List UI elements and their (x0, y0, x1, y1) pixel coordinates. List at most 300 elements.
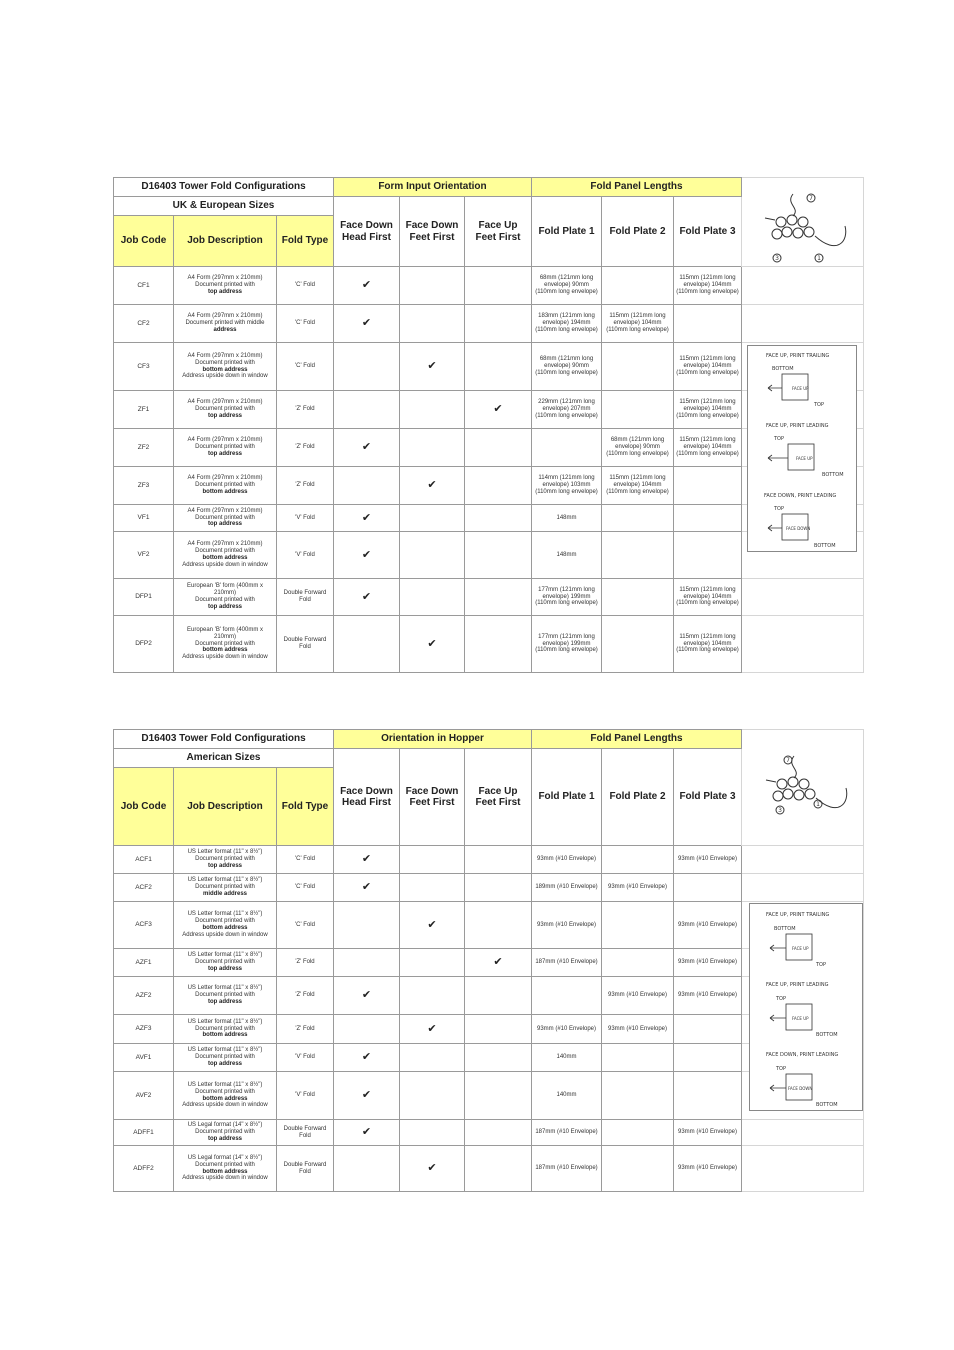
description-line: Document printed with (195, 514, 255, 521)
spacer-cell (742, 1120, 864, 1146)
description-line: Document printed with (195, 597, 255, 603)
orientation-check-cell (465, 902, 532, 949)
orientation-check-cell: ✔ (465, 949, 532, 977)
sheet-label: FACE UP (792, 946, 809, 951)
orientation-check-cell (400, 949, 465, 977)
legend-label: TOP (776, 1066, 787, 1072)
description-line: top address (207, 862, 242, 869)
job-description-cell (174, 1044, 277, 1072)
roller-icon (805, 789, 815, 799)
orientation-check-cell: ✔ (334, 1072, 400, 1120)
legend-label: TOP (774, 436, 785, 442)
description-line: Address upside down in window (182, 373, 268, 380)
fold-plate-1-cell (532, 977, 602, 1015)
roller-icon (783, 789, 793, 799)
job-code-cell: AVF1 (114, 1044, 174, 1072)
col-face-down-feet-first: Face Down Feet First (400, 749, 465, 846)
fold-plate-2-cell (602, 532, 674, 579)
orientation-check-cell (400, 874, 465, 902)
fold-plate-1-cell: 177mm (121mm long envelope) 199mm (110mm long envelope) (532, 579, 602, 616)
col-job-code: Job Code (114, 768, 174, 846)
roller-icon (798, 217, 808, 227)
table-row (114, 846, 864, 874)
description-line: Address upside down in window (182, 561, 268, 568)
fold-plate-1-cell: 93mm (#10 Envelope) (532, 846, 602, 874)
arrow-left-icon (770, 1015, 786, 1021)
description-line: US Letter format (11" x 8½") (187, 985, 263, 992)
orientation-check-cell (400, 846, 465, 874)
panel-lengths-group-header: Fold Panel Lengths (532, 730, 742, 749)
description-line: Document printed with (195, 406, 255, 413)
col-fold-type: Fold Type (277, 216, 334, 267)
fold-plate-3-cell (674, 467, 742, 505)
description-line: Document printed with (195, 548, 255, 555)
fold-plate-1-cell: 140mm (532, 1044, 602, 1072)
job-code-cell: VF1 (114, 505, 174, 532)
orientation-check-cell (465, 1015, 532, 1044)
job-description-cell (174, 467, 277, 505)
fold-type-cell: 'C' Fold (277, 846, 334, 874)
description-line: top address (207, 1060, 242, 1067)
fold-type-cell: 'V' Fold (277, 1044, 334, 1072)
col-job-code: Job Code (114, 216, 174, 267)
orientation-check-cell: ✔ (400, 343, 465, 391)
job-description-cell (174, 267, 277, 305)
spacer-cell (742, 267, 864, 305)
fold-type-cell: 'C' Fold (277, 874, 334, 902)
legend-label: TOP (816, 962, 827, 968)
orientation-check-cell (465, 846, 532, 874)
orientation-check-cell (400, 579, 465, 616)
fold-plate-3-cell (674, 874, 742, 902)
orientation-legend-us (749, 903, 863, 1111)
job-code-cell: AZF2 (114, 977, 174, 1015)
orientation-check-cell: ✔ (334, 1044, 400, 1072)
col-fold-plate-1: Fold Plate 1 (532, 197, 602, 267)
fold-plate-3-cell: 93mm (#10 Envelope) (674, 902, 742, 949)
table-subtitle: American Sizes (114, 749, 334, 768)
job-description-cell (174, 902, 277, 949)
orientation-check-cell: ✔ (334, 1120, 400, 1146)
orientation-check-cell (465, 874, 532, 902)
description-line: Document printed with (195, 640, 255, 647)
fold-plate-1-cell: 177mm (121mm long envelope) 199mm (110mm long envelope) (532, 616, 602, 673)
orientation-check-cell (400, 505, 465, 532)
description-line: bottom address (202, 366, 248, 373)
fold-type-cell: Double Forward Fold (277, 1120, 334, 1146)
paper-path-line (765, 218, 846, 246)
description-line: A4 Form (297mm x 210mm) (187, 507, 263, 514)
col-job-description: Job Description (174, 216, 277, 267)
orientation-check-cell: ✔ (400, 467, 465, 505)
job-description-cell (174, 874, 277, 902)
roller-icon (776, 217, 786, 227)
col-fold-plate-2: Fold Plate 2 (602, 197, 674, 267)
description-line: Document printed with (195, 1161, 255, 1168)
orientation-check-cell: ✔ (334, 846, 400, 874)
orientation-check-cell: ✔ (400, 1015, 465, 1044)
orientation-check-cell: ✔ (400, 616, 465, 673)
orientation-check-cell: ✔ (334, 532, 400, 579)
roller-label: 1 (816, 801, 820, 808)
job-description-cell (174, 579, 277, 616)
description-line: top address (207, 998, 242, 1005)
orientation-check-cell (400, 1120, 465, 1146)
job-code-cell: AZF1 (114, 949, 174, 977)
fold-plate-2-cell: 68mm (121mm long envelope) 90mm (110mm long envelope) (602, 429, 674, 467)
fold-plate-3-cell: 115mm (121mm long envelope) 104mm (110mm long envelope) (674, 391, 742, 429)
description-line: Document printed with middle (185, 320, 265, 327)
spacer-cell (742, 305, 864, 343)
job-code-cell: ZF2 (114, 429, 174, 467)
orientation-check-cell: ✔ (400, 1146, 465, 1192)
job-code-cell: ACF2 (114, 874, 174, 902)
roller-icon (793, 228, 803, 238)
spacer-cell (742, 874, 864, 902)
fold-plate-1-cell: 93mm (#10 Envelope) (532, 902, 602, 949)
fold-plate-2-cell (602, 1072, 674, 1120)
legend-heading: FACE DOWN, PRINT LEADING (766, 1052, 839, 1058)
description-line: Document printed with (195, 856, 255, 863)
orientation-check-cell (400, 1072, 465, 1120)
fold-plate-2-cell: 115mm (121mm long envelope) 104mm (110mm long envelope) (602, 467, 674, 505)
orientation-check-cell (465, 343, 532, 391)
orientation-check-cell: ✔ (334, 874, 400, 902)
legend-heading: FACE DOWN, PRINT LEADING (764, 493, 837, 499)
description-line: US Letter format (11" x 8½") (187, 1018, 263, 1025)
fold-plate-3-cell: 93mm (#10 Envelope) (674, 1120, 742, 1146)
fold-plate-1-cell: 183mm (121mm long envelope) 194mm (110mm long envelope) (532, 305, 602, 343)
legend-label: TOP (774, 506, 785, 512)
description-line: A4 Form (297mm x 210mm) (187, 541, 263, 548)
fold-plate-3-cell (674, 532, 742, 579)
job-description-cell (174, 846, 277, 874)
col-face-up-feet-first: Face Up Feet First (465, 197, 532, 267)
fold-type-cell: 'Z' Fold (277, 391, 334, 429)
description-line: Address upside down in window (182, 931, 268, 938)
fold-type-cell: 'Z' Fold (277, 429, 334, 467)
table-title: D16403 Tower Fold Configurations (114, 730, 334, 749)
description-line: bottom address (202, 1168, 248, 1175)
orientation-check-cell (334, 902, 400, 949)
roller-icon (804, 227, 814, 237)
arrow-left-icon (768, 385, 782, 391)
orientation-check-cell: ✔ (334, 505, 400, 532)
description-line: address (213, 326, 237, 333)
job-code-cell: AZF3 (114, 1015, 174, 1044)
description-line: US Letter format (11" x 8½") (187, 1081, 263, 1088)
roller-diagram-us (758, 748, 863, 830)
fold-plate-3-cell: 115mm (121mm long envelope) 104mm (110mm long envelope) (674, 579, 742, 616)
job-description-cell (174, 949, 277, 977)
fold-type-cell: 'V' Fold (277, 532, 334, 579)
orientation-check-cell: ✔ (334, 579, 400, 616)
roller-icon (777, 779, 787, 789)
orientation-check-cell (465, 616, 532, 673)
fold-plate-2-cell: 115mm (121mm long envelope) 104mm (110mm long envelope) (602, 305, 674, 343)
description-line: Address upside down in window (182, 1102, 268, 1109)
job-description-cell (174, 532, 277, 579)
orientation-group-header: Orientation in Hopper (334, 730, 532, 749)
fold-plate-1-cell: 148mm (532, 505, 602, 532)
fold-plate-3-cell: 93mm (#10 Envelope) (674, 1146, 742, 1192)
description-line: bottom address (202, 555, 248, 561)
roller-label: 7 (786, 757, 790, 764)
description-line: European 'B' form (400mm x 210mm) (187, 583, 263, 597)
col-fold-plate-1: Fold Plate 1 (532, 749, 602, 846)
job-description-cell (174, 305, 277, 343)
orientation-check-cell (334, 1146, 400, 1192)
legend-heading: FACE UP, PRINT LEADING (766, 423, 829, 429)
arrow-left-icon (768, 525, 782, 531)
description-line: bottom address (202, 1095, 248, 1102)
legend-label: TOP (814, 402, 825, 408)
description-line: top address (207, 1135, 242, 1142)
fold-type-cell: 'Z' Fold (277, 949, 334, 977)
legend-label: BOTTOM (814, 543, 836, 549)
fold-plate-1-cell: 114mm (121mm long envelope) 103mm (110mm long envelope) (532, 467, 602, 505)
fold-plate-2-cell (602, 579, 674, 616)
paper-path-line (766, 780, 847, 808)
roller-label: 3 (778, 807, 782, 814)
description-line: Document printed with (195, 992, 255, 999)
job-code-cell: ACF1 (114, 846, 174, 874)
fold-plate-2-cell (602, 1120, 674, 1146)
description-line: US Legal format (14" x 8½") (187, 1122, 263, 1129)
orientation-check-cell (465, 305, 532, 343)
orientation-check-cell: ✔ (334, 429, 400, 467)
orientation-check-cell (400, 267, 465, 305)
spacer-cell (742, 846, 864, 874)
fold-type-cell: Double Forward Fold (277, 1146, 334, 1192)
description-line: US Letter format (11" x 8½") (187, 911, 263, 918)
fold-type-cell: 'Z' Fold (277, 977, 334, 1015)
job-code-cell: ADFF1 (114, 1120, 174, 1146)
table-row (114, 305, 864, 343)
legend-label: BOTTOM (774, 926, 796, 932)
fold-plate-2-cell (602, 949, 674, 977)
fold-plate-2-cell (602, 902, 674, 949)
description-line: Document printed with (195, 959, 255, 966)
orientation-check-cell (400, 391, 465, 429)
fold-type-cell: 'V' Fold (277, 505, 334, 532)
paper-path-line (791, 194, 796, 216)
roller-icon (799, 779, 809, 789)
roller-icon (782, 227, 792, 237)
fold-type-cell: Double Forward Fold (277, 579, 334, 616)
job-code-cell: CF1 (114, 267, 174, 305)
roller-label: 7 (809, 195, 813, 202)
table-row (114, 267, 864, 305)
fold-type-cell: 'C' Fold (277, 902, 334, 949)
fold-plate-3-cell: 93mm (#10 Envelope) (674, 949, 742, 977)
job-description-cell (174, 616, 277, 673)
col-fold-type: Fold Type (277, 768, 334, 846)
table-subtitle: UK & European Sizes (114, 197, 334, 216)
fold-plate-1-cell: 229mm (121mm long envelope) 207mm (110mm long envelope) (532, 391, 602, 429)
job-code-cell: CF3 (114, 343, 174, 391)
orientation-check-cell (465, 267, 532, 305)
description-line: A4 Form (297mm x 210mm) (187, 275, 263, 282)
description-line: middle address (202, 890, 247, 897)
orientation-check-cell (465, 579, 532, 616)
fold-plate-1-cell: 140mm (532, 1072, 602, 1120)
orientation-check-cell (400, 305, 465, 343)
job-code-cell: ADFF2 (114, 1146, 174, 1192)
fold-plate-3-cell (674, 1015, 742, 1044)
fold-plate-2-cell: 93mm (#10 Envelope) (602, 977, 674, 1015)
description-line: US Letter format (11" x 8½") (187, 1047, 263, 1054)
description-line: bottom address (202, 488, 248, 495)
description-line: Document printed with (195, 1129, 255, 1136)
job-code-cell: DFP1 (114, 579, 174, 616)
orientation-check-cell (465, 977, 532, 1015)
job-description-cell (174, 1072, 277, 1120)
orientation-check-cell (400, 1044, 465, 1072)
fold-plate-1-cell: 187mm (#10 Envelope) (532, 949, 602, 977)
orientation-check-cell (465, 467, 532, 505)
col-fold-plate-3: Fold Plate 3 (674, 197, 742, 267)
description-line: A4 Form (297mm x 210mm) (187, 437, 263, 444)
job-code-cell: ZF3 (114, 467, 174, 505)
fold-plate-1-cell: 68mm (121mm long envelope) 90mm (110mm long envelope) (532, 267, 602, 305)
roller-icon (773, 791, 783, 801)
description-line: top address (207, 288, 242, 295)
description-line: top address (207, 965, 242, 972)
description-line: top address (207, 521, 242, 528)
description-line: Address upside down in window (182, 1175, 268, 1182)
orientation-check-cell (400, 429, 465, 467)
sheet-label: FACE UP (792, 386, 809, 391)
job-description-cell (174, 391, 277, 429)
orientation-check-cell: ✔ (334, 267, 400, 305)
orientation-check-cell (400, 532, 465, 579)
spacer-cell (742, 616, 864, 673)
fold-plate-2-cell (602, 1146, 674, 1192)
col-job-description: Job Description (174, 768, 277, 846)
fold-plate-2-cell (602, 343, 674, 391)
sheet-label: FACE DOWN (786, 526, 811, 531)
fold-plate-1-cell: 93mm (#10 Envelope) (532, 1015, 602, 1044)
roller-icon (794, 790, 804, 800)
col-face-down-feet-first: Face Down Feet First (400, 197, 465, 267)
fold-plate-3-cell (674, 1044, 742, 1072)
orientation-check-cell (465, 1120, 532, 1146)
fold-type-cell: 'V' Fold (277, 1072, 334, 1120)
description-line: Document printed with (195, 884, 255, 891)
roller-icon (772, 229, 782, 239)
fold-plate-3-cell: 115mm (121mm long envelope) 104mm (110mm long envelope) (674, 616, 742, 673)
fold-plate-2-cell (602, 267, 674, 305)
description-line: Document printed with (195, 1054, 255, 1061)
table-row (114, 874, 864, 902)
table-row (114, 579, 864, 616)
legend-label: BOTTOM (816, 1102, 838, 1108)
orientation-check-cell: ✔ (334, 977, 400, 1015)
description-line: US Legal format (14" x 8½") (187, 1154, 263, 1161)
job-code-cell: CF2 (114, 305, 174, 343)
spacer-cell (742, 1146, 864, 1192)
roller-diagram-uk (757, 186, 862, 268)
fold-plate-3-cell: 115mm (121mm long envelope) 104mm (110mm long envelope) (674, 429, 742, 467)
description-line: Document printed with (195, 1088, 255, 1095)
orientation-legend-graphic (748, 346, 856, 551)
description-line: bottom address (202, 925, 248, 931)
fold-type-cell: 'Z' Fold (277, 1015, 334, 1044)
fold-plate-3-cell: 115mm (121mm long envelope) 104mm (110mm long envelope) (674, 267, 742, 305)
arrow-left-icon (770, 1085, 786, 1091)
spacer-cell (742, 579, 864, 616)
col-fold-plate-2: Fold Plate 2 (602, 749, 674, 846)
legend-heading: FACE UP, PRINT TRAILING (766, 353, 830, 359)
legend-label: BOTTOM (772, 366, 794, 372)
roller-label: 1 (817, 255, 821, 262)
description-line: top address (207, 450, 242, 457)
description-line: US Letter format (11" x 8½") (187, 952, 263, 959)
legend-label: BOTTOM (816, 1032, 838, 1038)
fold-type-cell: 'C' Fold (277, 343, 334, 391)
legend-heading: FACE UP, PRINT LEADING (766, 982, 829, 988)
description-line: Document printed with (195, 444, 255, 451)
fold-plate-2-cell (602, 391, 674, 429)
fold-plate-3-cell (674, 305, 742, 343)
job-code-cell: DFP2 (114, 616, 174, 673)
description-line: European 'B' form (400mm x 210mm) (187, 626, 263, 640)
orientation-group-header: Form Input Orientation (334, 178, 532, 197)
legend-label: BOTTOM (822, 472, 844, 478)
orientation-check-cell (465, 429, 532, 467)
orientation-check-cell: ✔ (465, 391, 532, 429)
panel-lengths-group-header: Fold Panel Lengths (532, 178, 742, 197)
job-code-cell: VF2 (114, 532, 174, 579)
orientation-check-cell (334, 949, 400, 977)
fold-plate-1-cell: 68mm (121mm long envelope) 90mm (110mm long envelope) (532, 343, 602, 391)
description-line: A4 Form (297mm x 210mm) (187, 352, 263, 359)
orientation-check-cell (465, 1044, 532, 1072)
description-line: Document printed with (195, 1025, 255, 1032)
roller-icon (787, 215, 797, 225)
description-line: top address (207, 412, 242, 419)
description-line: bottom address (202, 647, 248, 654)
description-line: A4 Form (297mm x 210mm) (187, 399, 263, 406)
orientation-check-cell (334, 343, 400, 391)
legend-label: TOP (776, 996, 787, 1002)
job-description-cell (174, 1120, 277, 1146)
fold-plate-2-cell (602, 616, 674, 673)
orientation-check-cell: ✔ (400, 902, 465, 949)
job-description-cell (174, 977, 277, 1015)
orientation-check-cell (334, 391, 400, 429)
roller-icon (788, 777, 798, 787)
description-line: Document printed with (195, 918, 255, 925)
fold-plate-1-cell: 189mm (#10 Envelope) (532, 874, 602, 902)
fold-plate-2-cell: 93mm (#10 Envelope) (602, 874, 674, 902)
fold-type-cell: Double Forward Fold (277, 616, 334, 673)
orientation-check-cell (465, 505, 532, 532)
sheet-label: FACE DOWN (788, 1086, 813, 1091)
job-description-cell (174, 429, 277, 467)
description-line: A4 Form (297mm x 210mm) (187, 313, 263, 320)
description-line: A4 Form (297mm x 210mm) (187, 475, 263, 482)
orientation-legend-uk (747, 345, 857, 552)
fold-type-cell: 'C' Fold (277, 305, 334, 343)
sheet-label: FACE UP (792, 1016, 809, 1021)
fold-plate-3-cell: 115mm (121mm long envelope) 104mm (110mm long envelope) (674, 343, 742, 391)
fold-type-cell: 'C' Fold (277, 267, 334, 305)
fold-plate-1-cell: 187mm (#10 Envelope) (532, 1146, 602, 1192)
fold-plate-2-cell (602, 505, 674, 532)
orientation-check-cell (465, 532, 532, 579)
